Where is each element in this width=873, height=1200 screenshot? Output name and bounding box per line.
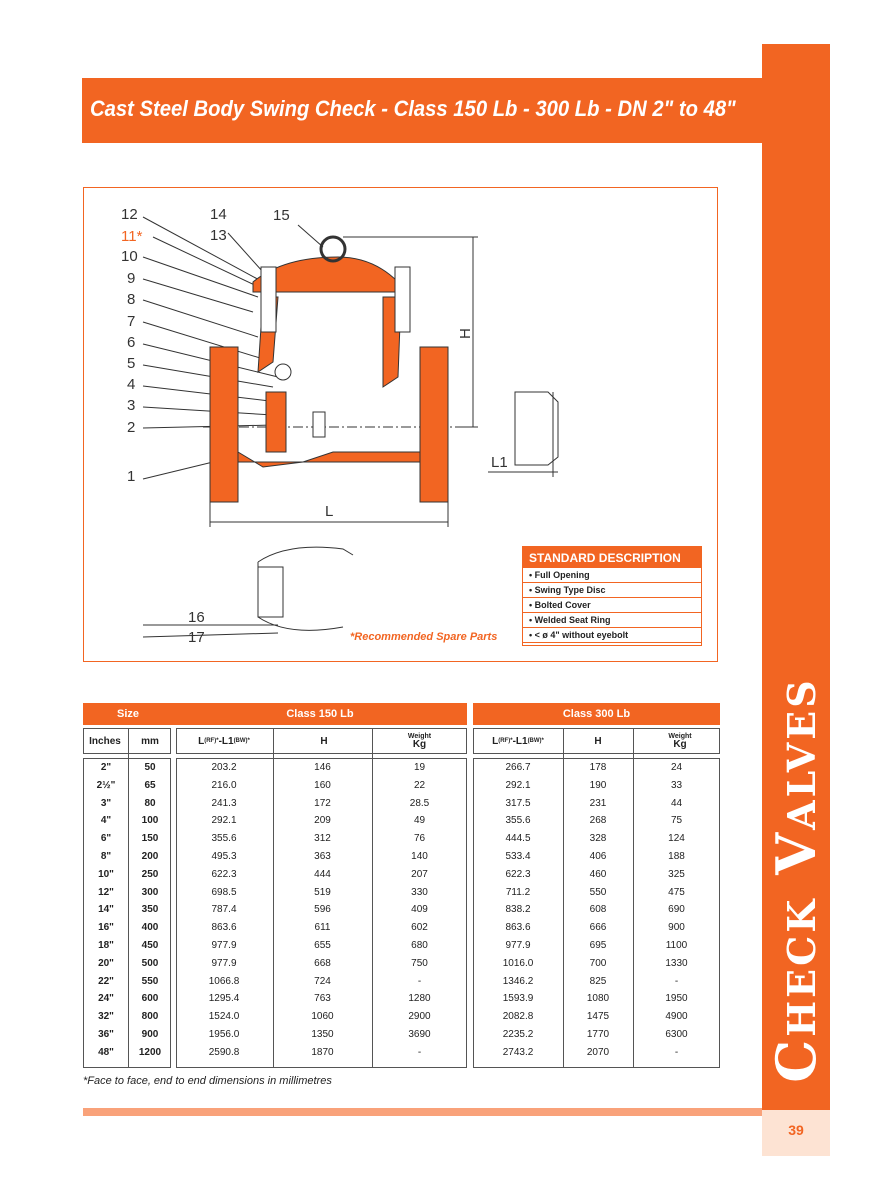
table-cell-l300: 317.5 bbox=[505, 797, 531, 809]
col-height-300 bbox=[563, 728, 633, 754]
table-row bbox=[0, 812, 873, 829]
table-cell-mm: 400 bbox=[141, 922, 159, 934]
table-cell-mm: 350 bbox=[141, 904, 159, 916]
svg-text:13: 13 bbox=[210, 227, 227, 244]
table-cell-w300: 325 bbox=[668, 868, 685, 880]
table-cell-w300: 900 bbox=[668, 922, 685, 934]
table-cell-w150: 750 bbox=[411, 957, 428, 969]
length-bw-label: (BW)* bbox=[233, 738, 250, 744]
table-cell-h150: 146 bbox=[314, 762, 331, 773]
col-weight-300 bbox=[640, 728, 720, 754]
table-cell-inch: 22" bbox=[98, 975, 114, 987]
table-cell-l150: 292.1 bbox=[211, 815, 237, 827]
table-cell-mm: 800 bbox=[141, 1011, 159, 1023]
table-cell-w300: - bbox=[674, 975, 679, 987]
svg-text:8: 8 bbox=[127, 291, 136, 308]
table-cell-l300: 1346.2 bbox=[502, 975, 534, 987]
table-cell-l300: 533.4 bbox=[505, 851, 531, 862]
table-cell-w150: 207 bbox=[411, 868, 428, 880]
table-cell-inch: 48" bbox=[98, 1046, 114, 1058]
weight-unit-label: Kg bbox=[412, 739, 427, 750]
table-cell-h300: 178 bbox=[589, 762, 607, 773]
table-cell-w300: 475 bbox=[668, 886, 685, 898]
table-cell-h300: 550 bbox=[589, 886, 607, 898]
table-cell-l300: 977.9 bbox=[505, 940, 531, 951]
table-cell-h150: 519 bbox=[314, 886, 331, 898]
table-cell-w150: 28.5 bbox=[409, 797, 430, 809]
table-cell-l300: 1016.0 bbox=[502, 957, 534, 969]
table-cell-w150: 602 bbox=[411, 922, 428, 934]
table-cell-w150: 140 bbox=[411, 851, 428, 862]
table-cell-h300: 825 bbox=[589, 975, 607, 987]
table-cell-w150: 76 bbox=[413, 833, 426, 845]
table-cell-w300: 24 bbox=[670, 762, 683, 773]
table-cell-h300: 268 bbox=[589, 815, 607, 827]
table-cell-mm: 300 bbox=[141, 886, 159, 898]
svg-text:16: 16 bbox=[188, 609, 205, 626]
table-row bbox=[0, 759, 873, 776]
table-cell-w150: - bbox=[417, 975, 422, 987]
table-cell-h300: 190 bbox=[589, 779, 607, 791]
table-cell-l300: 355.6 bbox=[505, 815, 531, 827]
table-cell-h150: 724 bbox=[314, 975, 331, 987]
table-cell-mm: 150 bbox=[141, 833, 159, 845]
bottom-strip bbox=[83, 1108, 762, 1116]
table-cell-l300: 2235.2 bbox=[502, 1029, 534, 1040]
table-cell-mm: 550 bbox=[141, 975, 159, 987]
table-row bbox=[0, 777, 873, 794]
table-cell-w150: 19 bbox=[413, 762, 426, 773]
table-cell-w300: 1100 bbox=[665, 940, 688, 951]
length-label: L bbox=[198, 735, 205, 747]
table-cell-inch: 2½" bbox=[96, 779, 116, 791]
table-cell-l300: 1593.9 bbox=[502, 993, 534, 1005]
table-cell-mm: 250 bbox=[141, 868, 159, 880]
table-cell-h150: 763 bbox=[314, 993, 331, 1005]
table-cell-h150: 596 bbox=[314, 904, 331, 916]
length-bw-label: (BW)* bbox=[527, 738, 544, 744]
table-cell-h150: 1350 bbox=[311, 1029, 334, 1040]
table-cell-l150: 1295.4 bbox=[208, 993, 240, 1005]
table-cell-h150: 1060 bbox=[311, 1011, 334, 1023]
table-cell-l150: 1956.0 bbox=[208, 1029, 240, 1040]
table-row bbox=[0, 937, 873, 954]
table-cell-l150: 787.4 bbox=[211, 904, 237, 916]
standard-description-heading: STANDARD DESCRIPTION bbox=[523, 547, 701, 568]
table-cell-l150: 622.3 bbox=[211, 868, 237, 880]
weight-unit-label: Kg bbox=[673, 739, 687, 750]
table-cell-l300: 292.1 bbox=[505, 779, 531, 791]
table-cell-inch: 18" bbox=[98, 940, 114, 951]
col-length-300 bbox=[473, 728, 563, 754]
table-cell-l150: 1066.8 bbox=[208, 975, 240, 987]
standard-description-item: • Welded Seat Ring bbox=[523, 613, 701, 628]
table-cell-l150: 977.9 bbox=[211, 957, 237, 969]
table-row bbox=[0, 955, 873, 972]
table-cell-l300: 2082.8 bbox=[502, 1011, 534, 1023]
table-cell-mm: 900 bbox=[141, 1029, 159, 1040]
table-cell-l300: 266.7 bbox=[505, 762, 531, 773]
table-cell-inch: 3" bbox=[100, 797, 112, 809]
table-cell-inch: 8" bbox=[100, 851, 112, 862]
table-row bbox=[0, 848, 873, 865]
table-cell-h300: 406 bbox=[589, 851, 607, 862]
table-row bbox=[0, 919, 873, 936]
table-cell-inch: 4" bbox=[100, 815, 112, 827]
table-cell-w300: 44 bbox=[670, 797, 683, 809]
table-row bbox=[0, 973, 873, 990]
table-cell-l300: 2743.2 bbox=[502, 1046, 534, 1058]
table-row bbox=[0, 884, 873, 901]
svg-text:12: 12 bbox=[121, 206, 138, 223]
svg-text:L: L bbox=[325, 503, 334, 520]
page-number: 39 bbox=[788, 1122, 804, 1138]
table-cell-w300: 1950 bbox=[665, 993, 688, 1005]
table-cell-h150: 363 bbox=[314, 851, 331, 862]
table-cell-w300: 1330 bbox=[665, 957, 688, 969]
table-cell-w150: 2900 bbox=[408, 1011, 431, 1023]
table-cell-l150: 698.5 bbox=[211, 886, 237, 898]
table-cell-h150: 312 bbox=[314, 833, 331, 845]
svg-text:3: 3 bbox=[127, 397, 136, 414]
table-cell-w300: 188 bbox=[668, 851, 685, 862]
table-cell-h300: 608 bbox=[589, 904, 607, 916]
svg-text:4: 4 bbox=[127, 376, 136, 393]
table-cell-h300: 695 bbox=[589, 940, 607, 951]
table-cell-w300: 124 bbox=[668, 833, 685, 845]
table-cell-mm: 200 bbox=[141, 851, 159, 862]
table-cell-h300: 1770 bbox=[586, 1029, 610, 1040]
table-cell-l300: 622.3 bbox=[505, 868, 531, 880]
svg-text:5: 5 bbox=[127, 355, 136, 372]
table-cell-w150: - bbox=[417, 1046, 422, 1058]
section-title: Check Valves bbox=[764, 677, 828, 1083]
table-row bbox=[0, 795, 873, 812]
page-title: Cast Steel Body Swing Check - Class 150 Lb - 300 Lb - DN 2" to 48" bbox=[90, 96, 736, 121]
standard-description-item: • Swing Type Disc bbox=[523, 583, 701, 598]
length-rf-label: (RF)* bbox=[498, 738, 513, 744]
col-height-150 bbox=[276, 728, 372, 754]
table-cell-inch: 24" bbox=[98, 993, 114, 1005]
table-cell-l300: 863.6 bbox=[505, 922, 531, 934]
table-cell-h300: 700 bbox=[589, 957, 607, 969]
table-cell-l150: 2590.8 bbox=[208, 1046, 240, 1058]
table-cell-mm: 80 bbox=[144, 797, 156, 809]
table-cell-h300: 231 bbox=[589, 797, 607, 809]
col-inches bbox=[83, 728, 127, 754]
table-cell-inch: 32" bbox=[98, 1011, 114, 1023]
table-cell-l300: 711.2 bbox=[505, 886, 531, 898]
table-cell-h150: 209 bbox=[314, 815, 331, 827]
table-cell-inch: 2" bbox=[100, 762, 112, 773]
weight-label: Weight bbox=[668, 733, 692, 740]
table-cell-l150: 216.0 bbox=[211, 779, 237, 791]
table-cell-w150: 22 bbox=[413, 779, 426, 791]
table-cell-w150: 330 bbox=[411, 886, 428, 898]
table-cell-mm: 450 bbox=[141, 940, 159, 951]
svg-text:L1: L1 bbox=[491, 454, 508, 471]
table-cell-inch: 16" bbox=[98, 922, 114, 934]
col-weight-150 bbox=[372, 728, 467, 754]
length-rf-label: (RF)* bbox=[204, 738, 219, 744]
table-cell-w300: 690 bbox=[668, 904, 685, 916]
table-cell-h300: 2070 bbox=[586, 1046, 610, 1058]
table-cell-mm: 600 bbox=[141, 993, 159, 1005]
spare-parts-note: *Recommended Spare Parts bbox=[350, 631, 498, 643]
weight-label: Weight bbox=[407, 733, 432, 740]
table-cell-l150: 863.6 bbox=[211, 922, 237, 934]
table-cell-h300: 666 bbox=[589, 922, 607, 934]
col-inches-label: Inches bbox=[89, 735, 121, 747]
svg-text:6: 6 bbox=[127, 334, 136, 351]
table-cell-w300: 33 bbox=[670, 779, 683, 791]
table-cell-h300: 460 bbox=[589, 868, 607, 880]
table-row bbox=[0, 866, 873, 883]
length-l1-label: -L1 bbox=[218, 735, 234, 747]
table-cell-mm: 1200 bbox=[138, 1046, 162, 1058]
table-cell-w300: 4900 bbox=[665, 1011, 688, 1023]
table-row bbox=[0, 990, 873, 1007]
table-cell-h150: 172 bbox=[314, 797, 331, 809]
table-cell-w150: 409 bbox=[411, 904, 428, 916]
svg-text:2: 2 bbox=[127, 419, 136, 436]
table-cell-l150: 241.3 bbox=[211, 797, 237, 809]
table-row bbox=[0, 1008, 873, 1025]
length-l1-label: -L1 bbox=[512, 735, 528, 747]
height-label: H bbox=[594, 735, 602, 747]
table-cell-l150: 355.6 bbox=[211, 833, 237, 845]
class300-group-header: Class 300 Lb bbox=[473, 703, 720, 725]
table-cell-h300: 328 bbox=[589, 833, 607, 845]
length-label: L bbox=[492, 735, 499, 747]
table-cell-h150: 655 bbox=[314, 940, 331, 951]
svg-text:9: 9 bbox=[127, 270, 136, 287]
svg-text:14: 14 bbox=[210, 206, 227, 223]
table-cell-l150: 203.2 bbox=[211, 762, 237, 773]
table-cell-h150: 611 bbox=[314, 922, 331, 934]
table-cell-l300: 444.5 bbox=[505, 833, 531, 845]
table-cell-inch: 10" bbox=[98, 868, 114, 880]
table-cell-h150: 1870 bbox=[311, 1046, 334, 1058]
table-cell-h300: 1080 bbox=[586, 993, 610, 1005]
standard-description-item: • < ø 4" without eyebolt bbox=[523, 628, 701, 643]
col-mm-label: mm bbox=[141, 735, 159, 747]
table-row bbox=[0, 901, 873, 918]
table-cell-mm: 65 bbox=[144, 779, 156, 791]
table-cell-h150: 160 bbox=[314, 779, 331, 791]
table-cell-mm: 500 bbox=[141, 957, 159, 969]
table-cell-mm: 50 bbox=[144, 762, 156, 773]
svg-text:1: 1 bbox=[127, 468, 136, 485]
size-group-header: Size bbox=[83, 703, 173, 725]
table-cell-inch: 20" bbox=[98, 957, 114, 969]
height-label: H bbox=[320, 735, 328, 747]
table-cell-w150: 680 bbox=[411, 940, 428, 951]
svg-text:15: 15 bbox=[273, 207, 290, 224]
svg-text:17: 17 bbox=[188, 629, 205, 646]
table-cell-h150: 668 bbox=[314, 957, 331, 969]
table-cell-l150: 495.3 bbox=[211, 851, 237, 862]
table-cell-inch: 36" bbox=[98, 1029, 114, 1040]
table-cell-h300: 1475 bbox=[586, 1011, 610, 1023]
table-row bbox=[0, 1044, 873, 1061]
svg-text:H: H bbox=[457, 328, 474, 339]
table-cell-l150: 977.9 bbox=[211, 940, 237, 951]
table-cell-inch: 6" bbox=[100, 833, 112, 845]
table-cell-w150: 49 bbox=[413, 815, 426, 827]
table-cell-h150: 444 bbox=[314, 868, 331, 880]
table-cell-w300: 75 bbox=[670, 815, 683, 827]
table-cell-w300: 6300 bbox=[665, 1029, 688, 1040]
table-cell-w150: 1280 bbox=[408, 993, 431, 1005]
svg-text:7: 7 bbox=[127, 313, 136, 330]
svg-text:10: 10 bbox=[121, 248, 138, 265]
table-cell-w150: 3690 bbox=[408, 1029, 431, 1040]
table-row bbox=[0, 830, 873, 847]
standard-description bbox=[522, 546, 702, 646]
class150-group-header: Class 150 Lb bbox=[173, 703, 467, 725]
col-length-150 bbox=[176, 728, 272, 754]
table-cell-mm: 100 bbox=[141, 815, 159, 827]
table-cell-inch: 12" bbox=[98, 886, 114, 898]
table-cell-l150: 1524.0 bbox=[208, 1011, 240, 1023]
standard-description-item: • Full Opening bbox=[523, 568, 701, 583]
table-cell-inch: 14" bbox=[98, 904, 114, 916]
col-mm bbox=[129, 728, 171, 754]
table-footnote: *Face to face, end to end dimensions in millimetres bbox=[83, 1075, 332, 1087]
table-cell-l300: 838.2 bbox=[505, 904, 531, 916]
table-cell-w300: - bbox=[674, 1046, 679, 1058]
svg-text:11*: 11* bbox=[121, 228, 143, 245]
standard-description-item: • Bolted Cover bbox=[523, 598, 701, 613]
table-row bbox=[0, 1026, 873, 1043]
